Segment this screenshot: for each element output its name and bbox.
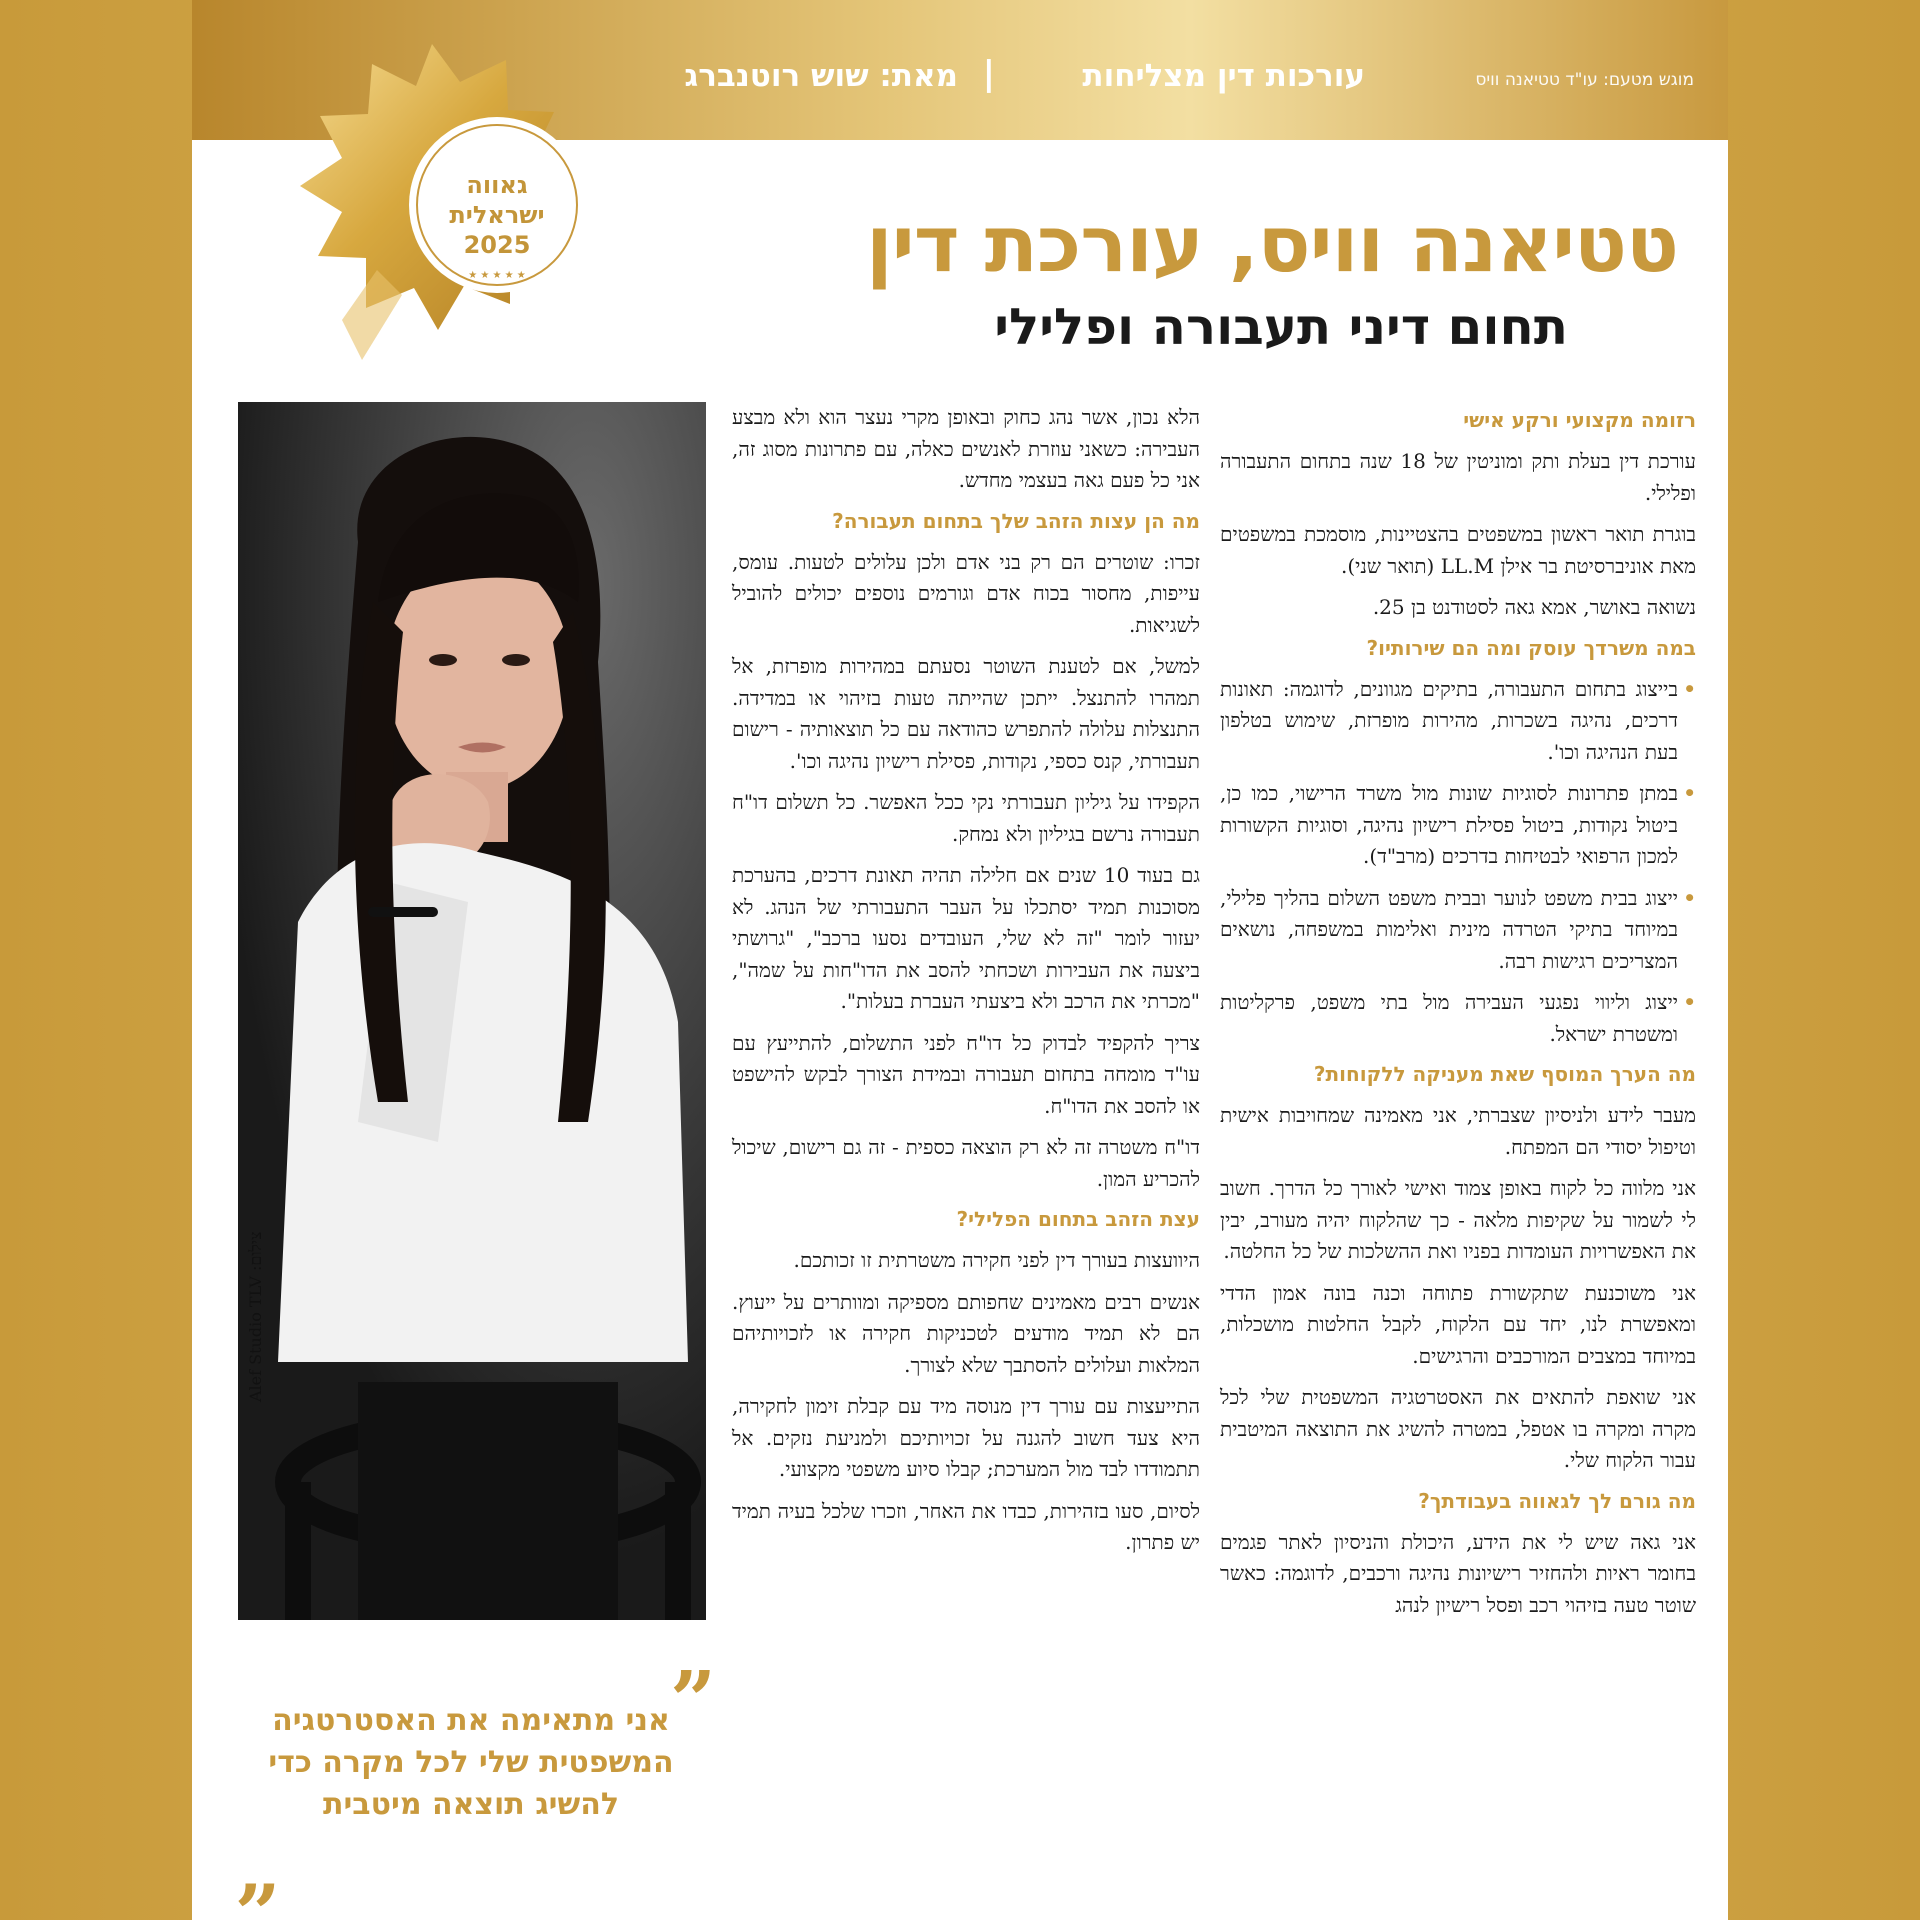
sponsor-credit: מוגש מטעם: עו"ד טטיאנה וויס (1475, 70, 1694, 90)
portrait-illustration (238, 402, 706, 1620)
paragraph: אני גאה שיש לי את הידע, היכולת והניסיון לאתר פגמים בחומר ראיות ולהחזיר רישיונות נהיגה ורכבים, לדוגמה: כאשר שוטר טעה בזיהוי רכב ופסל רישיון לנהג (1220, 1529, 1696, 1617)
paragraph: אני שואפת להתאים את האסטרטגיה המשפטית שלי לכל מקרה ומקרה בו אטפל, במטרה להשיג את התוצאה המיטבית עבור הלקוח שלי. (1220, 1385, 1696, 1472)
article-column-middle (732, 402, 1200, 1569)
paragraph: הקפידו על גיליון תעבורתי נקי ככל האפשר. כל תשלום דו"ח תעבורה נרשם בגיליון ולא נמחק. (732, 790, 1200, 846)
list-item: • ייצוג בבית משפט לנוער ובבית משפט השלום בהליך פלילי, במיוחד בתיקי הטרדה מינית ואלימות במשפחה, נושאים המצריכים רגישות רבה. (1220, 883, 1696, 978)
list-item: • ייצוג וליווי נפגעי העבירה מול בתי משפט, פרקליטות ומשטרת ישראל. (1220, 987, 1696, 1050)
paragraph: אני מלווה כל לקוח באופן צמוד ואישי לאורך כל הדרך. חשוב לי לשמור על שקיפות מלאה - כך שהלקוח יהיה מעורב, יבין את האפשרויות העומדות בפניו ואת ההשלכות של כל החלטה. (1220, 1176, 1696, 1263)
magazine-page (192, 0, 1728, 1920)
paragraph: לסיום, סעו בזהירות, כבדו את האחר, וזכרו שלכל בעיה תמיד יש פתרון. (732, 1498, 1200, 1554)
paragraph: הלא נכון, אשר נהג כחוק ובאופן מקרי נעצר הוא ולא מבצע העבירה: כשאני עוזרת לאנשים כאלה, עם פתרונות מסוג זה, אני כל פעם גאה בעצמי מחדש. (732, 405, 1200, 492)
section-heading: רזומה מקצועי ורקע אישי (1463, 408, 1696, 432)
pride-badge (282, 30, 582, 370)
pull-quote (236, 1653, 716, 1915)
quote-open-mark: ” (669, 1653, 716, 1747)
services-list (1220, 674, 1696, 1051)
badge-stars: ★ ★ ★ ★ ★ (468, 270, 526, 281)
article-title: טטיאנה וויס, עורכת דין (865, 200, 1678, 290)
section-heading: מה גורם לך לגאווה בעבודתך? (1418, 1488, 1696, 1513)
paragraph: עורכת דין בעלת ותק ומוניטין של 18 שנה בתחום התעבורה ופלילי. (1220, 449, 1696, 505)
list-item: • במתן פתרונות לסוגיות שונות מול משרד הרישוי, כמו כן, ביטול נקודות, ביטול פסילת רישיון נהיגה, וסוגיות הקשורות למכון הרפואי לבטיחות בדרכים (מרב"ד). (1220, 778, 1696, 873)
article-column-right (1220, 402, 1696, 1631)
badge-year: 2025 (463, 231, 531, 259)
badge-label (422, 170, 572, 260)
paragraph: אני משוכנעת שתקשורת פתוחה וכנה בונה אמון הדדי ומאפשרת לנו, יחד עם הלקוח, לקבל החלטות מושכלות, במיוחד במצבים המורכבים והרגישים. (1220, 1280, 1696, 1368)
list-item: • בייצוג בתחום התעבורה, בתיקים מגוונים, לדוגמה: תאונות דרכים, נהיגה בשכרות, מהירות מופרזת, שימוש בטלפון בעת הנהיגה וכו'. (1220, 674, 1696, 769)
badge-line-2: ישראלית (449, 201, 545, 229)
paragraph: דו"ח משטרה זה לא רק הוצאה כספית - זה גם רישום, שיכול להכריע המון. (732, 1135, 1200, 1191)
portrait-photo (238, 402, 706, 1620)
paragraph: התייעצות עם עורך דין מנוסה מיד עם קבלת זימון לחקירה, היא צעד חשוב להגנה על זכויותיכם ולמניעת נזקים. אל תתמודדו לבד מול המערכת; קבלו סיוע משפטי מקצועי. (732, 1394, 1200, 1481)
paragraph: בוגרת תואר ראשון במשפטים בהצטיינות, מוסמכת במשפטים מאת אוניברסיטת בר אילן LL.M (תואר שני). (1220, 522, 1696, 578)
section-heading: במה משרדך עוסק ומה הם שירותיו? (1366, 635, 1696, 660)
section-heading: מה הן עצות הזהב שלך בתחום תעבורה? (832, 508, 1200, 533)
paragraph: היוועצות בעורך דין לפני חקירה משטרתית זו זכותכם. (793, 1248, 1200, 1272)
section-heading: עצת הזהב בתחום הפלילי? (956, 1207, 1200, 1231)
paragraph: למשל, אם לטענת השוטר נסעתם במהירות מופרזת, אל תמהרו להתנצל. ייתכן שהייתה טעות בזיהוי או במדידה. התנצלות עלולה להתפרש כהודאה עם כל תוצאותיה - רישום תעבורתי, קנס כספי, נקודות, פסילת רישיון נהיגה וכו'. (732, 654, 1200, 773)
badge-line-1: גאווה (466, 171, 528, 199)
series-title: עורכות דין מצליחות (1082, 58, 1365, 94)
article-subtitle: תחום דיני תעבורה ופלילי (994, 298, 1568, 356)
paragraph: מעבר לידע ולניסיון שצברתי, אני מאמינה שמחויבות אישית וטיפול יסודי הם המפתח. (1220, 1103, 1696, 1159)
paragraph: אנשים רבים מאמינים שחפותם מספיקה ומוותרים על ייעוץ. הם לא תמיד מודעים לטכניקות חקירה או לזכויותיהם המלאות ועלולים להסתבך שלא לצורך. (732, 1289, 1200, 1377)
quote-close-mark: „ (236, 1821, 283, 1915)
paragraph: זכרו: שוטרים הם רק בני אדם ולכן עלולים לטעות. עומס, עייפות, מחסור בכוח אדם וגורמים נוספים יכולים להוביל לשגיאות. (732, 549, 1200, 637)
header-separator: | (982, 54, 995, 94)
author-credit: מאת: שוש רוטנברג (684, 58, 958, 94)
section-heading: מה הערך המוסף שאת מעניקה ללקוחות? (1313, 1062, 1696, 1086)
paragraph: נשואה באושר, אמא גאה לסטודנט בן 25. (1372, 595, 1696, 619)
quote-text: אני מתאימה את האסטרטגיה המשפטית שלי לכל מקרה כדי להשיג תוצאה מיטבית (268, 1703, 674, 1822)
paragraph: גם בעוד 10 שנים אם חלילה תהיה תאונת דרכים, בהערכת מסוכנות תמיד יסתכלו על העבר התעבורתי של הנהג. לא יעזור לומר "זה לא שלי, העובדים נסעו ברכב", "גרושתי ביצעה את העבירות ושכחתי להסב את הדו"חות על שמה", "מכרתי את הרכב ולא ביצעתי העברת בעלות". (732, 863, 1200, 1013)
photo-credit: צילום: Alef Studio TLV (246, 1231, 265, 1402)
paragraph: צריך להקפיד לבדוק כל דו"ח לפני התשלום, להתייעץ עם עו"ד מומחה בתחום תעבורה ובמידת הצורך לבקש להישפט או להסב את הדו"ח. (732, 1030, 1200, 1118)
